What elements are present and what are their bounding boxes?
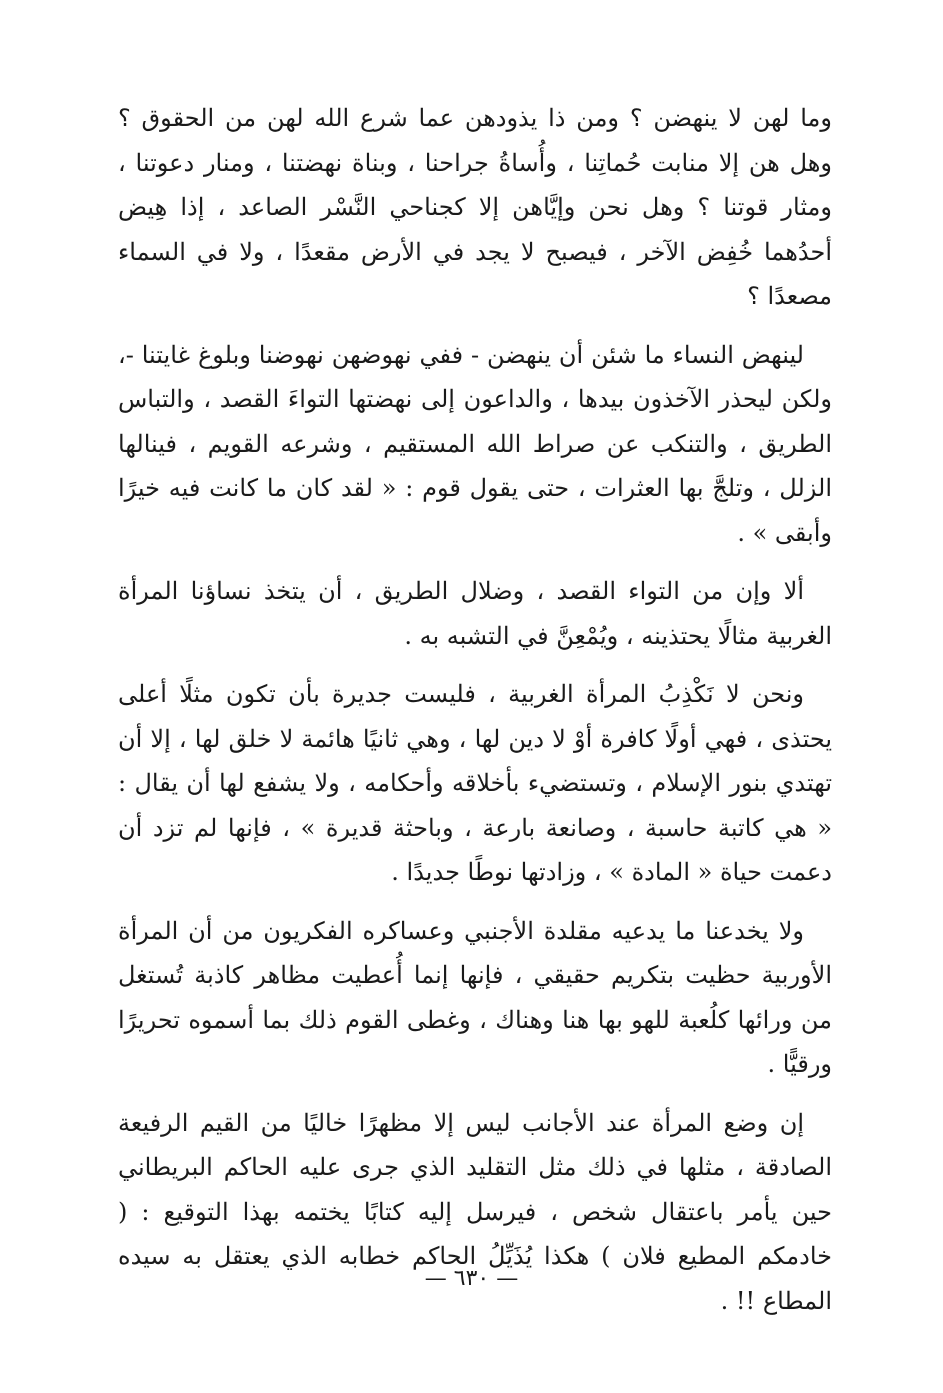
paragraph-1: وما لهن لا ينهضن ؟ ومن ذا يذودهن عما شرع الله لهن من الحقوق ؟ وهل هن إلا منابت حُماتِنا ، وأُساةُ جراحنا ، وبناة نهضتنا ، ومنار دعوتنا ، ومثار قوتنا ؟ وهل نحن وإيَّاهن إلا كجناحي النَّسْر الصاعد ، إذا هِيض أحدُهما خُفِض الآخر ، فيصبح لا يجد في الأرض مقعدًا ، ولا في السماء مصعدًا ؟	[118, 104, 832, 310]
paragraph-4: ونحن لا نَكْذِبُ المرأة الغربية ، فليست جديرة بأن تكون مثلًا أعلى يحتذى ، فهي أولًا كافرة أوْ لا دين لها ، وهي ثانيًا هائمة لا خلق لها ، إلا أن تهتدي بنور الإسلام ، وتستضيء بأخلاقه وأحكامه ، ولا يشفع لها أن يقال : « هي كاتبة حاسبة ، وصانعة بارعة ، وباحثة قديرة » ، فإنها لم تزد أن دعمت حياة « المادة » ، وزادتها نوطًا جديدًا .	[118, 680, 832, 886]
paragraph-3: ألا وإن من التواء القصد ، وضلال الطريق ، أن يتخذ نساؤنا المرأة الغربية مثالًا يحتذينه ، ويُمْعِنَّ في التشبه به .	[118, 577, 832, 650]
page-number: — ٦٣٠ —	[424, 1266, 519, 1291]
paragraph-6: إن وضع المرأة عند الأجانب ليس إلا مظهرًا خاليًا من القيم الرفيعة الصادقة ، مثلها في ذلك مثل التقليد الذي جرى عليه الحاكم البريطاني حين يأمر باعتقال شخص ، فيرسل إليه كتابًا يختمه بهذا التوقيع : ( خادمكم المطيع فلان ) هكذا يُذَيِّلُ الحاكم خطابه الذي يعتقل به سيده المطاع !! .	[118, 1108, 832, 1315]
body-text	[118, 96, 832, 1337]
paragraph-2: لينهض النساء ما شئن أن ينهضن - ففي نهوضهن نهوضنا وبلوغ غايتنا -، ولكن ليحذر الآخذون بيدها ، والداعون إلى نهضتها التواءَ القصد ، والتباس الطريق ، والتنكب عن صراط الله المستقيم ، وشرعه القويم ، فينالها الزلل ، وتلجَّ بها العثرات ، حتى يقول قوم : « لقد كان ما كانت فيه خيرًا وأبقى » .	[118, 340, 833, 547]
paragraph-5: ولا يخدعنا ما يدعيه مقلدة الأجنبي وعساكره الفكريون من أن المرأة الأوربية حظيت بتكريم حقيقي ، فإنها إنما أُعطيت مظاهر كاذبة تُستغل من ورائها كلُعبة للهو بها هنا وهناك ، وغطى القوم ذلك بما أسموه تحريرًا ورقيًّا .	[118, 916, 833, 1078]
